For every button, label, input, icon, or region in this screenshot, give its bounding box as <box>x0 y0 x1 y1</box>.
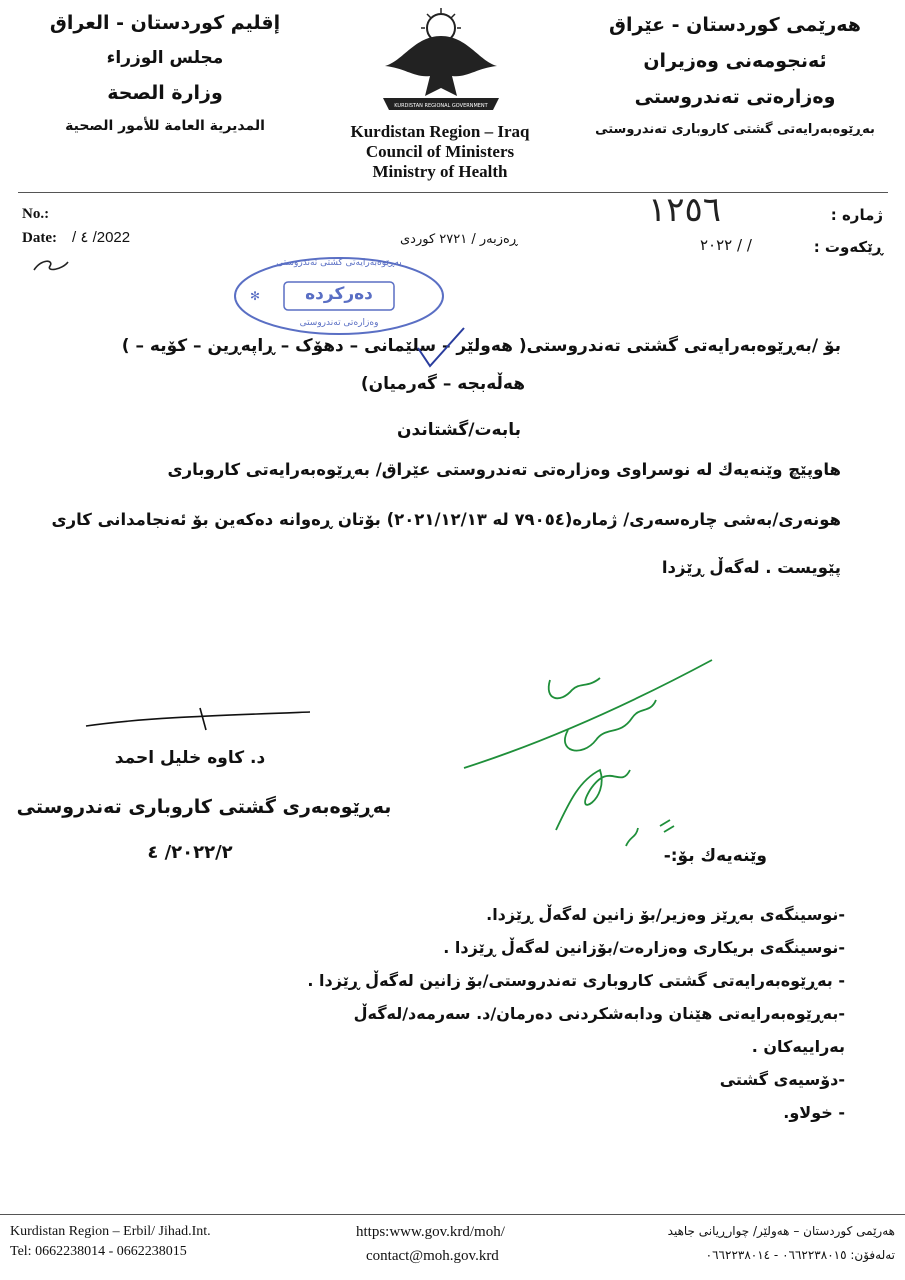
arabic-ministry: وزارة الصحة <box>107 82 223 104</box>
eagle-emblem-icon <box>375 6 507 116</box>
krg-emblem <box>375 6 507 116</box>
arabic-region: إقليم كوردستان - العراق <box>49 12 281 34</box>
svg-text:✻: ✻ <box>250 289 261 303</box>
date-label: Date: <box>22 230 57 246</box>
english-region: Kurdistan Region – Iraq <box>350 122 530 141</box>
no-label: No.: <box>22 206 50 222</box>
copy-item: - خولاو. <box>783 1103 845 1122</box>
paragraph-line-2: هونەری/بەشی چارەسەری/ ژمارە(٧٩٠٥٤ لە ٢٠٢١/١٢/١٣) بۆتان ڕەوانە دەکەین بۆ ئەنجامدانی کاری <box>51 510 841 529</box>
footer-tel-ku: تەلەفۆن: ٠٦٦٢٢٣٨٠١٥ - ٠٦٦٢٢٣٨٠١٤ <box>705 1248 895 1262</box>
addressee-line-2: هەڵەبجە – گەرمیان) <box>360 374 525 394</box>
addressee-line: بۆ /بەڕێوەبەرایەتی گشتی تەندروستی( هەولێر – سلێمانی – دهۆک – ڕاپەڕین – کۆیە – ) <box>121 336 841 356</box>
arabic-directorate: المديرية العامة للأمور الصحية <box>65 118 265 134</box>
footer-address-ku: هەرێمی کوردستان – هەولێر/ چوارڕیانی جاهید <box>667 1224 895 1238</box>
green-handwritten-note-icon <box>460 640 730 870</box>
arabic-council: مجلس الوزراء <box>106 48 224 68</box>
stamp-bottom-text: وەزارەتی تەندروستی <box>299 318 379 328</box>
subject-line: بابەت/گشتاندن <box>397 420 521 440</box>
paragraph-line-1: هاوپێچ وێنەیەك لە نوسراوی وەزارەتی تەندروستی عێراق/ بەڕێوەبەرایەتی کاروباری <box>167 460 841 479</box>
copy-item: -دۆسیەی گشتی <box>719 1070 845 1089</box>
english-council: Council of Ministers <box>365 142 515 161</box>
stamp-main-text: دەرکردە <box>305 284 373 304</box>
svg-text:KURDISTAN REGIONAL GOVERNMENT: KURDISTAN REGIONAL GOVERNMENT <box>394 103 488 109</box>
header-english <box>320 122 560 182</box>
copy-item: - بەڕێوەبەرایەتی گشتی کاروباری تەندروستی/بۆ زانین لەگەڵ ڕێزدا . <box>307 971 845 990</box>
kurdish-council: ئەنجومەنی وەزیران <box>643 50 827 72</box>
kurdish-date-label: ڕێکەوت : <box>813 238 883 256</box>
kurdish-directorate: بەڕێوەبەرایەتی گشتی کاروباری تەندروستی <box>595 122 875 137</box>
kurdish-region: هەرێمی کوردستان - عێراق <box>609 14 861 36</box>
pen-check-mark-icon <box>412 322 472 372</box>
kurdish-date-value: / / ٢٠٢٢ <box>700 236 752 254</box>
signature-date: ٢٠٢٢/٢/ ٤ <box>147 842 233 863</box>
handwritten-mark-icon <box>28 248 88 278</box>
copy-item: -نوسینگەی بەڕێز وەزیر/بۆ زانین لەگەڵ ڕێزدا. <box>486 905 845 924</box>
black-signature-icon <box>82 700 322 740</box>
body-paragraph <box>51 452 841 586</box>
header-arabic <box>0 12 330 134</box>
copies-list <box>285 898 845 1129</box>
footer-address-en: Kurdistan Region – Erbil/ Jihad.Int. <box>10 1224 211 1239</box>
kurdish-number-label: ژمارە : <box>830 206 883 224</box>
kurdish-calendar: ڕەزبەر / ٢٧٢١ کوردی <box>400 232 518 247</box>
signatory-name: د. کاوە خلیل احمد <box>114 748 266 768</box>
kurdish-ministry: وەزارەتی تەندروستی <box>634 86 836 108</box>
footer-website-link[interactable]: https:www.gov.krd/moh/ <box>356 1224 505 1240</box>
footer-tel-en: Tel: 0662238014 - 0662238015 <box>10 1244 187 1259</box>
footer-email-link[interactable]: contact@moh.gov.krd <box>366 1248 499 1264</box>
paragraph-line-3: پێویست . لەگەڵ ڕێزدا <box>661 558 841 577</box>
copy-item: -نوسینگەی بریکاری وەزارەت/بۆزانین لەگەڵ ڕێزدا . <box>443 938 845 957</box>
header-divider <box>18 192 888 193</box>
footer-divider <box>0 1214 905 1215</box>
copy-item: -بەڕێوەبەرایەتی هێنان ودابەشکردنی دەرمان/د. سەرمەد/لەگەڵ بەراییەکان . <box>353 1004 845 1056</box>
stamp-top-text: بەڕێوەبەرایەتی گشتی تەندروستی <box>276 258 402 268</box>
number-value: ١٢٥٦ <box>648 190 722 230</box>
signatory-title: بەڕێوەبەری گشتی کاروباری تەندروستی <box>16 796 392 818</box>
date-value: / ٤ /2022 <box>72 229 131 246</box>
copies-heading: وێنەیەك بۆ:- <box>663 846 767 866</box>
header-kurdish <box>565 14 905 137</box>
english-ministry: Ministry of Health <box>372 162 508 181</box>
